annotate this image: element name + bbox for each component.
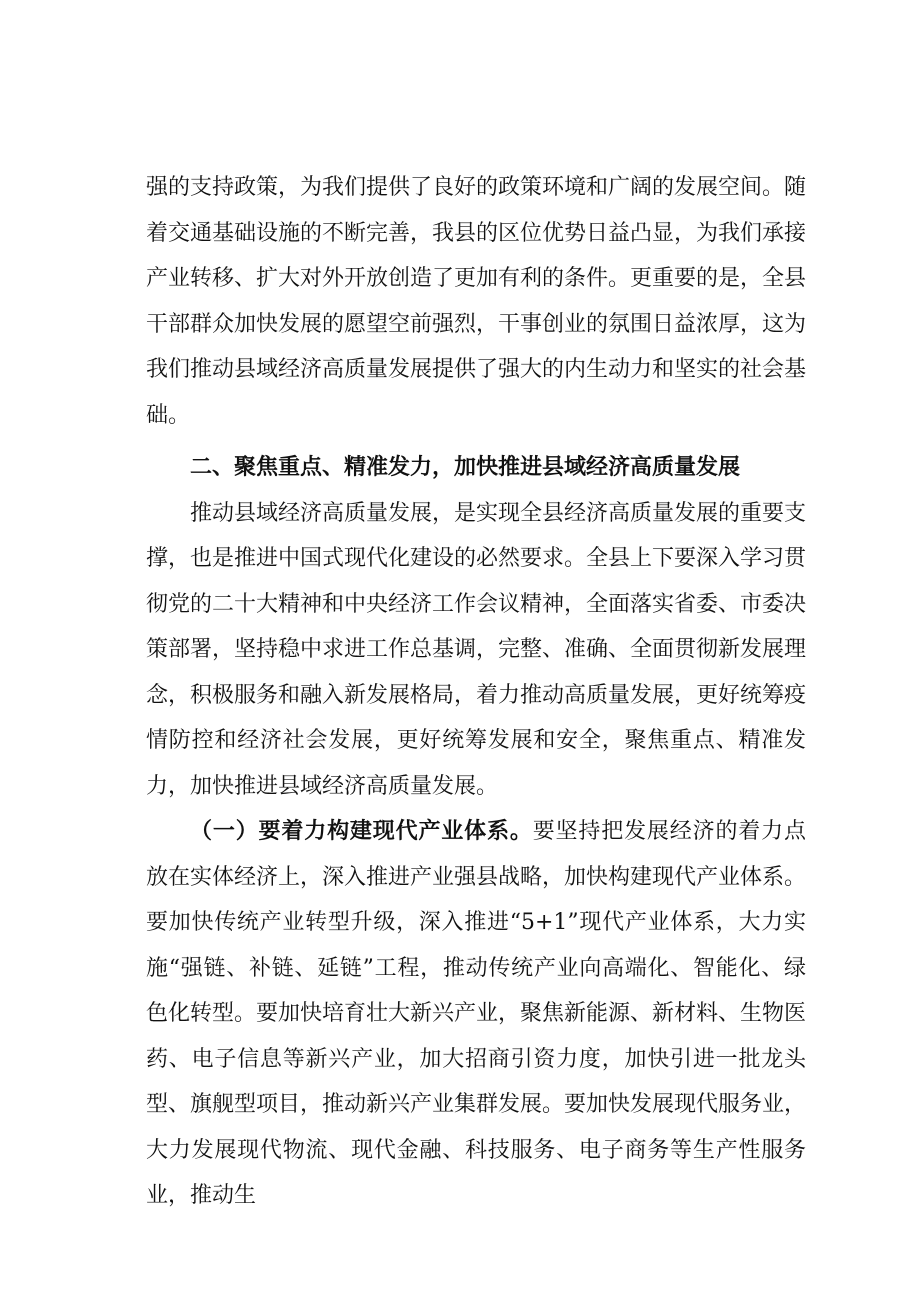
subsection-lead: （一）要着力构建现代产业体系。 (190, 818, 533, 844)
document-body (146, 165, 806, 1219)
paragraph-intro: 推动县域经济高质量发展，是实现全县经济高质量发展的重要支撑，也是推进中国式现代化建设的必然要求。全县上下要深入学习贯彻党的二十大精神和中央经济工作会议精神，全面落实省委、市委决策部署，坚持稳中求进工作总基调，完整、准确、全面贯彻新发展理念，积极服务和融入新发展格局，着力推动高质量发展，更好统筹疫情防控和经济社会发展，更好统筹发展和安全，聚焦重点、精准发力，加快推进县域经济高质量发展。 (146, 500, 807, 799)
subsection-text: 要坚持把发展经济的着力点放在实体经济上，深入推进产业强县战略，加快构建现代产业体系。要加快传统产业转型升级，深入推进“5+1”现代产业体系，大力实施“强链、补链、延链”工程，推动传统产业向高端化、智能化、绿色化转型。要加快培育壮大新兴产业，聚焦新能源、新材料、生物医药、电子信息等新兴产业，加大招商引资力度，加快引进一批龙头型、旗舰型项目，推动新兴产业集群发展。要加快发展现代服务业，大力发展现代物流、现代金融、科技服务、电子商务等生产性服务业，推动生 (146, 819, 807, 1208)
paragraph-continued: 强的支持政策，为我们提供了良好的政策环境和广阔的发展空间。随着交通基础设施的不断完善，我县的区位优势日益凸显，为我们承接产业转移、扩大对外开放创造了更加有利的条件。更重要的是，全县干部群众加快发展的愿望空前强烈，干事创业的氛围日益浓厚，这为我们推动县域经济高质量发展提供了强大的内生动力和坚实的社会基础。 (146, 175, 807, 428)
paragraph-subsection (146, 809, 806, 1219)
section-heading: 二、聚焦重点、精准发力，加快推进县域经济高质量发展 (190, 454, 741, 480)
